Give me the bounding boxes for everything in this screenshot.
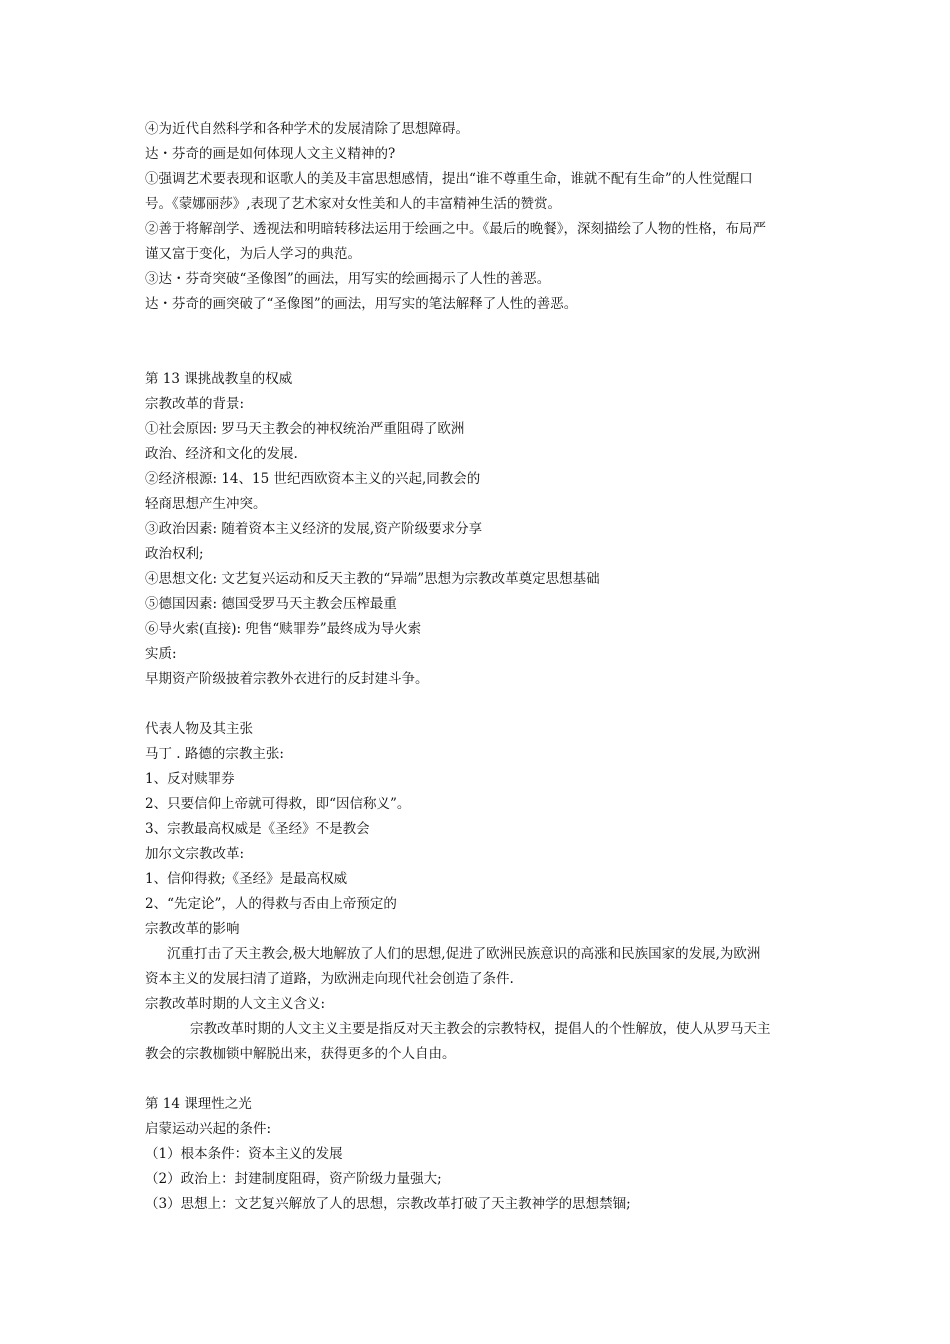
subsection-heading: 加尔文宗教改革: [145,846,245,862]
text-line: 号。《蒙娜丽莎》,表现了艺术家对女性美和人的丰富精神生活的赞赏。 [145,196,562,212]
text-line: 谨又富于变化，为后人学习的典范。 [145,246,361,262]
list-item: （2）政治上：封建制度阻碍，资产阶级力量强大; [145,1171,442,1187]
text-line: ④为近代自然科学和各种学术的发展清除了思想障碍。 [145,121,469,137]
text-line: ①社会原因: 罗马天主教会的神权统治严重阻碍了欧洲 [145,421,465,437]
list-item: （1）根本条件：资本主义的发展 [145,1146,343,1162]
text-line: ③政治因素: 随着资本主义经济的发展,资产阶级要求分享 [145,521,483,537]
section-heading: 代表人物及其主张 [145,721,253,737]
list-item: （3）思想上：文艺复兴解放了人的思想，宗教改革打破了天主教神学的思想禁锢; [145,1196,631,1212]
section-heading: 实质: [145,646,177,662]
paragraph-line: 资本主义的发展扫清了道路，为欧洲走向现代社会创造了条件. [145,971,514,987]
text-line: 轻商思想产生冲突。 [145,496,267,512]
section-heading: 宗教改革的背景: [145,396,245,412]
list-item: 1、信仰得救;《圣经》是最高权威 [145,871,348,887]
lesson-title: 第 14 课理性之光 [145,1096,252,1112]
list-item: 3、宗教最高权威是《圣经》不是教会 [145,821,370,837]
text-line: ②善于将解剖学、透视法和明暗转移法运用于绘画之中。《最后的晚餐》，深刻描绘了人物的性格，布局严 [145,221,766,237]
text-line: 早期资产阶级披着宗教外衣进行的反封建斗争。 [145,671,429,687]
text-line: 达・芬奇的画突破了“圣像图”的画法，用写实的笔法解释了人性的善恶。 [145,296,578,312]
list-item: 1、反对赎罪券 [145,771,235,787]
paragraph-line: 教会的宗教枷锁中解脱出来，获得更多的个人自由。 [145,1046,456,1062]
list-item: 2、只要信仰上帝就可得救，即“因信称义”。 [145,796,411,812]
text-line: ③达・芬奇突破“圣像图”的画法，用写实的绘画揭示了人性的善恶。 [145,271,551,287]
text-line: ④思想文化: 文艺复兴运动和反天主教的“异端”思想为宗教改革奠定思想基础 [145,571,600,587]
paragraph-line: 宗教改革时期的人文主义主要是指反对天主教会的宗教特权，提倡人的个性解放，使人从罗马天主 [190,1021,771,1037]
subsection-heading: 马丁 . 路德的宗教主张: [145,746,284,762]
section-heading: 宗教改革的影响 [145,921,240,937]
text-line: ⑤德国因素: 德国受罗马天主教会压榨最重 [145,596,397,612]
text-line: ①强调艺术要表现和讴歌人的美及丰富思想感情，提出“谁不尊重生命，谁就不配有生命”的人性觉醒口 [145,171,753,187]
section-heading: 启蒙运动兴起的条件: [145,1121,272,1137]
text-line: ⑥导火索(直接): 兜售“赎罪券”最终成为导火索 [145,621,422,637]
text-line: 政治、经济和文化的发展. [145,446,298,462]
list-item: 2、“先定论”，人的得救与否由上帝预定的 [145,896,397,912]
question-line: 达・芬奇的画是如何体现人文主义精神的? [145,146,396,162]
section-heading: 宗教改革时期的人文主义含义: [145,996,326,1012]
lesson-title: 第 13 课挑战教皇的权威 [145,371,293,387]
text-line: ②经济根源: 14、15 世纪西欧资本主义的兴起,同教会的 [145,471,481,487]
paragraph-line: 沉重打击了天主教会,极大地解放了人们的思想,促进了欧洲民族意识的高涨和民族国家的发展,为欧洲 [167,946,761,962]
text-line: 政治权利; [145,546,204,562]
